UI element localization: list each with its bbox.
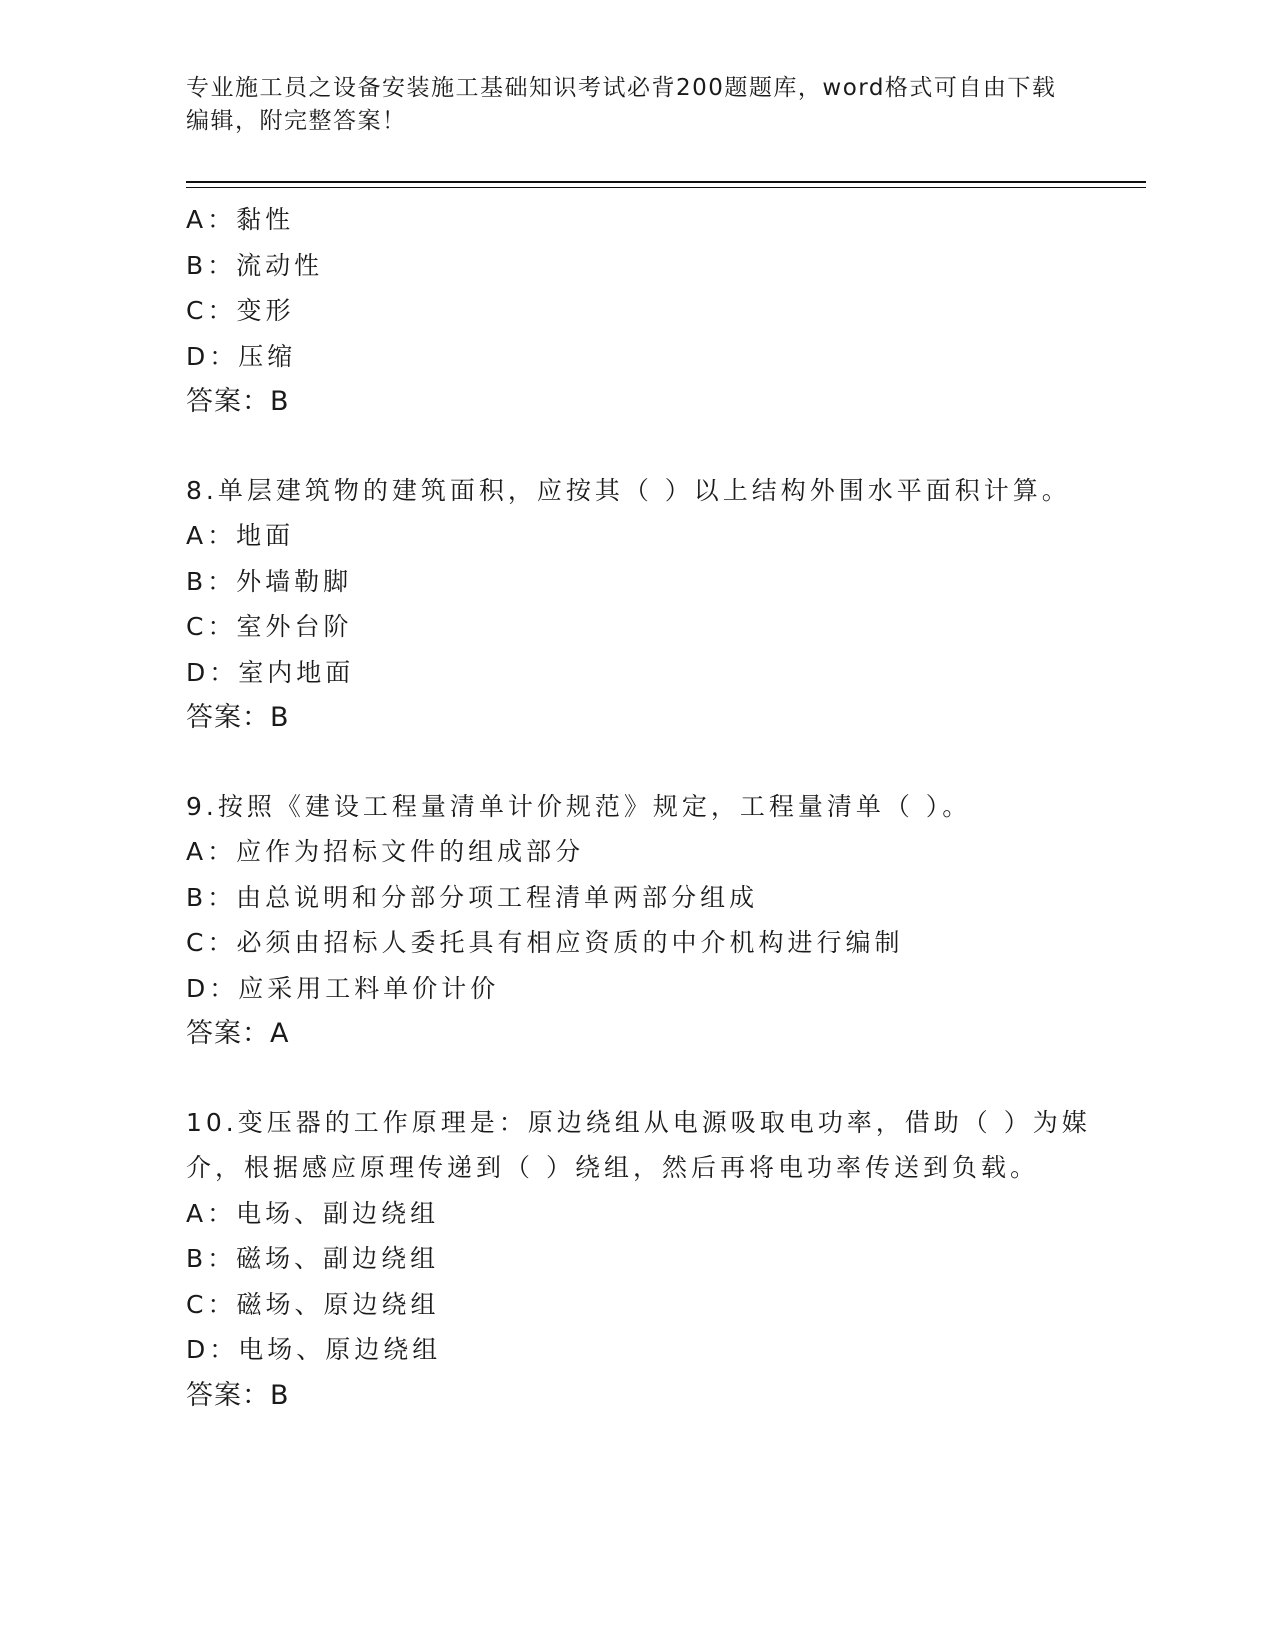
option-d: D：电场、原边绕组 <box>186 1335 442 1364</box>
answer-text: 答案：B <box>186 386 290 417</box>
option-b: B：外墙勒脚 <box>186 566 353 596</box>
option-c: C：室外台阶 <box>186 612 353 641</box>
option-d: D：应采用工料单价计价 <box>186 973 500 1003</box>
option-a: A：应作为招标文件的组成部分 <box>186 837 585 866</box>
document-page <box>186 72 1146 1418</box>
option-a: A：黏性 <box>186 205 295 234</box>
option-a: A：地面 <box>186 521 295 550</box>
option-d: D：室内地面 <box>186 657 355 687</box>
header-divider <box>186 181 1146 188</box>
option-c: C：必须由招标人委托具有相应资质的中介机构进行编制 <box>186 928 904 957</box>
option-d: D：压缩 <box>186 341 297 371</box>
question-block-7 <box>186 188 1146 425</box>
option-b: B：由总说明和分部分项工程清单两部分组成 <box>186 882 759 912</box>
option-b: B：流动性 <box>186 250 324 280</box>
question-title: 9.按照《建设工程量清单计价规范》规定，工程量清单（ ）。 <box>186 791 972 821</box>
question-block-10 <box>186 1100 1146 1419</box>
question-block-8 <box>186 468 1146 741</box>
question-title: 8.单层建筑物的建筑面积，应按其（ ）以上结构外围水平面积计算。 <box>186 475 1071 505</box>
question-title: 10.变压器的工作原理是：原边绕组从电源吸取电功率，借助（ ）为媒介，根据感应原理传递到（ ）绕组，然后再将电功率传送到负载。 <box>186 1107 1091 1182</box>
option-b: B：磁场、副边绕组 <box>186 1244 440 1273</box>
answer-text: 答案：B <box>186 702 290 733</box>
answer-text: 答案：B <box>186 1379 290 1411</box>
question-block-9 <box>186 784 1146 1057</box>
answer-text: 答案：A <box>186 1018 290 1049</box>
document-header: 专业施工员之设备安装施工基础知识考试必背200题题库，word格式可自由下载编辑，附完整答案！ <box>186 75 1057 134</box>
option-c: C：变形 <box>186 296 295 325</box>
option-a: A：电场、副边绕组 <box>186 1198 440 1228</box>
option-c: C：磁场、原边绕组 <box>186 1289 440 1319</box>
